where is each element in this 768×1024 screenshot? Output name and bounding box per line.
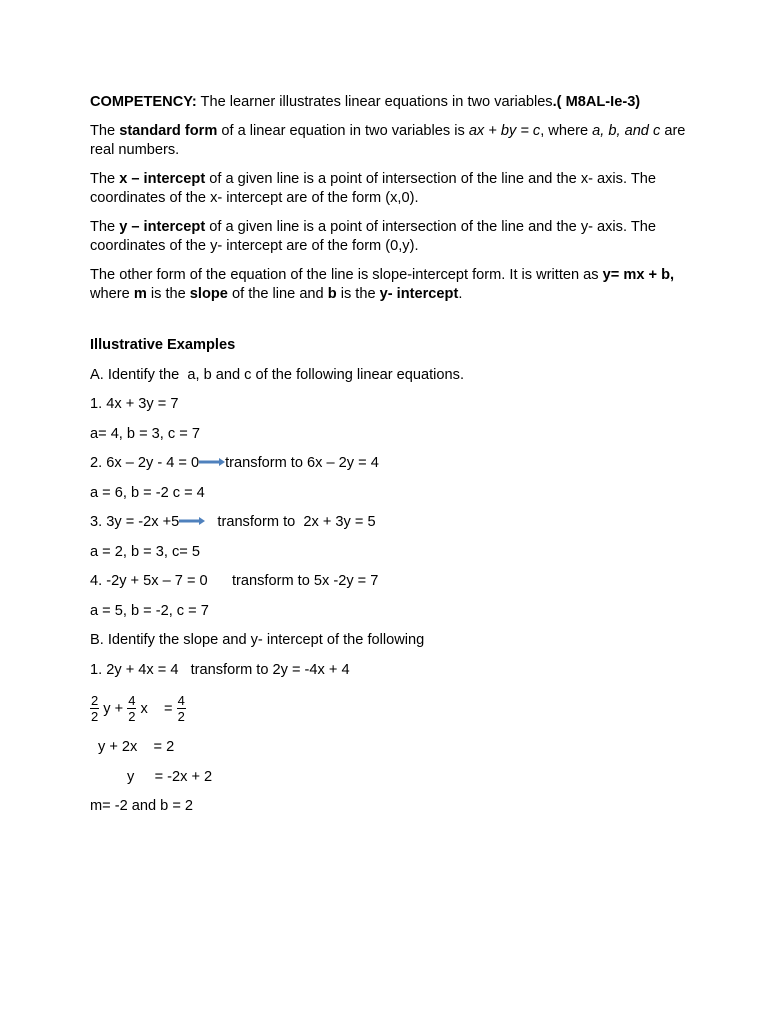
competency-label: COMPETENCY: <box>90 94 197 110</box>
right-arrow-icon <box>199 457 225 467</box>
y-intercept-term: y – intercept <box>119 219 206 235</box>
fraction-denominator: 2 <box>91 708 99 724</box>
standard-form-definition <box>90 122 710 160</box>
transform-text: transform to 5x -2y = 7 <box>207 573 379 589</box>
fraction-numerator: 4 <box>177 692 185 708</box>
text-span: The <box>90 171 120 187</box>
competency-code: .( M8AL-Ie-3) <box>552 94 641 110</box>
fraction-denominator: 2 <box>177 708 185 724</box>
example-a1-equation: 1. 4x + 3y = 7 <box>90 396 179 412</box>
text-span: The <box>90 123 120 139</box>
y-intercept-term: y- intercept <box>379 286 459 302</box>
slope-intercept-definition <box>90 266 710 304</box>
x-intercept-term: x – intercept <box>119 171 206 187</box>
text-span: . <box>458 286 463 302</box>
text-span: of the line and <box>227 286 328 302</box>
text-span: The other form of the equation of the line is slope-intercept form. It is written as <box>90 267 603 283</box>
standard-form-term: standard form <box>119 123 218 139</box>
transform-text: transform to 2x + 3y = 5 <box>205 514 376 530</box>
text-span: The <box>90 219 120 235</box>
text-span: is the <box>146 286 190 302</box>
m-symbol: m <box>133 286 147 302</box>
fraction <box>127 693 136 724</box>
solution-step-2: y = -2x + 2 <box>127 768 213 785</box>
example-b1-equation: 1. 2y + 4x = 4 transform to 2y = -4x + 4 <box>90 661 350 678</box>
standard-form-equation: ax + by = c <box>468 123 541 139</box>
text-span: where <box>90 286 134 302</box>
y-intercept-definition <box>90 218 710 256</box>
standard-form-variables: a, b, and c <box>592 123 661 139</box>
text-span: , where <box>540 123 593 139</box>
text-span: of a given line is a point of intersection of the line and the x- axis. The coordinates of the x- intercept are of the form (x,0). <box>90 171 656 206</box>
document-page <box>90 93 710 827</box>
fraction-numerator: 2 <box>91 692 99 708</box>
example-a1-answer: a= 4, b = 3, c = 7 <box>90 425 200 442</box>
equation-text: 4. -2y + 5x – 7 = 0 <box>90 573 208 589</box>
example-a3-equation <box>90 513 710 532</box>
slope-intercept-equation: y= mx + b, <box>602 267 675 283</box>
example-a3-answer: a = 2, b = 3, c= 5 <box>90 543 200 560</box>
text-span: is the <box>336 286 380 302</box>
spacer <box>90 314 710 336</box>
fraction <box>90 693 99 724</box>
competency-text: The learner illustrates linear equations in two variables <box>196 94 553 110</box>
text-span: of a given line is a point of intersection of the line and the y- axis. The coordinates of the y- intercept are of the form (0,y). <box>90 219 656 254</box>
final-answer: m= -2 and b = 2 <box>90 798 194 814</box>
example-a2-equation <box>90 454 710 473</box>
x-intercept-definition <box>90 170 710 208</box>
examples-heading-text: Illustrative Examples <box>90 337 236 353</box>
equation-text: 2. 6x – 2y - 4 = 0 <box>90 455 200 471</box>
solution-step-1: y + 2x = 2 <box>98 739 175 755</box>
fraction <box>177 693 186 724</box>
right-arrow-icon <box>179 516 205 526</box>
transform-text: transform to 6x – 2y = 4 <box>225 455 379 471</box>
section-a-instruction: A. Identify the a, b and c of the following linear equations. <box>90 366 465 383</box>
fraction-denominator: 2 <box>128 708 136 724</box>
b-symbol: b <box>327 286 337 302</box>
equation-text: x = <box>136 701 177 717</box>
examples-heading <box>90 336 710 355</box>
equation-text: 3. 3y = -2x +5 <box>90 514 180 530</box>
text-span: are real numbers. <box>90 123 686 158</box>
fraction-numerator: 4 <box>128 692 136 708</box>
slope-term: slope <box>189 286 228 302</box>
example-a4-equation <box>90 572 710 591</box>
text-span: of a linear equation in two variables is <box>217 123 469 139</box>
example-a2-answer: a = 6, b = -2 c = 4 <box>90 484 205 501</box>
equation-text: y + <box>99 701 128 717</box>
fraction-equation <box>90 690 710 728</box>
competency-line <box>90 93 710 112</box>
section-b-instruction: B. Identify the slope and y- intercept of the following <box>90 632 425 648</box>
example-a4-answer: a = 5, b = -2, c = 7 <box>90 602 209 619</box>
